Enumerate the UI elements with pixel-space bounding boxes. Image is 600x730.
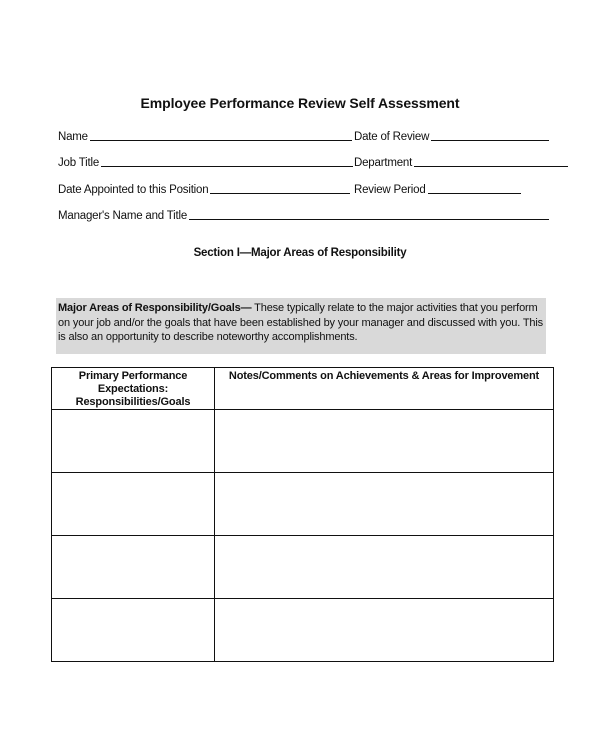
job-title-label: Job Title [58, 157, 100, 169]
manager-name-title-field[interactable] [58, 206, 549, 222]
table-header-row [52, 368, 554, 410]
date-of-review-field[interactable] [354, 127, 549, 143]
review-period-field[interactable] [354, 180, 521, 196]
section-title: Section I—Major Areas of Responsibility [193, 247, 407, 259]
manager-name-title-line[interactable] [189, 207, 549, 220]
notes-cell[interactable] [215, 473, 554, 536]
job-title-field[interactable] [58, 153, 353, 169]
table-row [52, 410, 554, 473]
notes-cell[interactable] [215, 599, 554, 662]
table-row [52, 599, 554, 662]
date-of-review-line[interactable] [431, 128, 549, 141]
name-line[interactable] [90, 128, 352, 141]
expectation-cell[interactable] [52, 599, 215, 662]
manager-name-title-label: Manager's Name and Title [58, 210, 188, 222]
info-box [56, 298, 546, 354]
department-line[interactable] [414, 154, 568, 167]
name-field[interactable] [58, 127, 352, 143]
department-field[interactable] [354, 153, 568, 169]
expectation-cell[interactable] [52, 410, 215, 473]
name-label: Name [58, 131, 88, 143]
review-period-label: Review Period [354, 184, 426, 196]
date-of-review-label: Date of Review [354, 131, 430, 143]
expectation-cell[interactable] [52, 473, 215, 536]
notes-cell[interactable] [215, 536, 554, 599]
notes-header: Notes/Comments on Achievements & Areas for Improvement [215, 368, 554, 410]
date-appointed-field[interactable] [58, 180, 350, 196]
date-appointed-label: Date Appointed to this Position [58, 184, 209, 196]
review-period-line[interactable] [428, 181, 521, 194]
notes-cell[interactable] [215, 410, 554, 473]
table-row [52, 536, 554, 599]
department-label: Department [354, 157, 413, 169]
info-text: These typically relate to the major activities that you perform on your job and/or the goals that have been established by your manager and discussed with you. This is also an opportunity to describe noteworthy accomplishments. [58, 302, 544, 343]
expectations-header: Primary Performance Expectations: Responsibilities/Goals [52, 368, 215, 410]
responsibilities-table [51, 367, 554, 662]
info-bold-lead: Major Areas of Responsibility/Goals— [58, 302, 252, 314]
expectation-cell[interactable] [52, 536, 215, 599]
date-appointed-line[interactable] [210, 181, 350, 194]
document-title: Employee Performance Review Self Assessment [140, 95, 460, 111]
job-title-line[interactable] [101, 154, 353, 167]
table-row [52, 473, 554, 536]
